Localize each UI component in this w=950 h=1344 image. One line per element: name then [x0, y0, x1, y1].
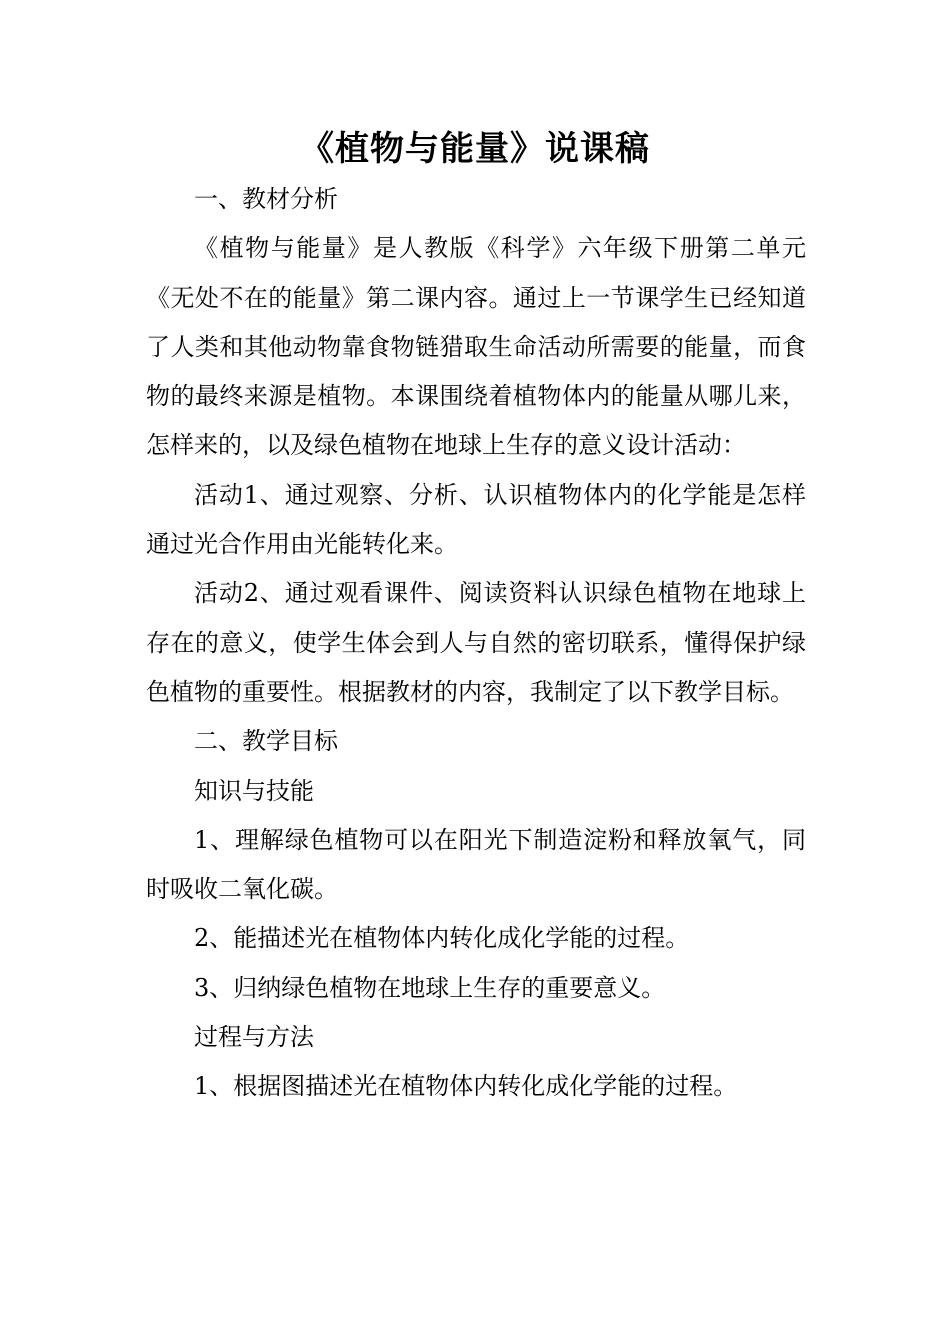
list-item: 1、根据图描述光在植物体内转化成化学能的过程。: [194, 1072, 738, 1101]
list-item: 2、能描述光在植物体内转化成化学能的过程。: [194, 924, 690, 953]
body-paragraph: 活动1、通过观察、分析、认识植物体内的化学能是怎样通过光合作用由光能转化来。: [146, 480, 806, 559]
body-paragraph: 《植物与能量》是人教版《科学》六年级下册第二单元《无处不在的能量》第二课内容。通过上一节课学生已经知道了人类和其他动物靠食物链猎取生命活动所需要的能量，而食物的最终来源是植物。本课围绕着植物体内的能量从哪儿来，怎样来的，以及绿色植物在地球上生存的意义设计活动：: [146, 234, 806, 460]
subsection-heading-knowledge-skills: 知识与技能: [194, 776, 314, 805]
subsection-heading-process-methods: 过程与方法: [194, 1023, 314, 1052]
section-heading-teaching-goals: 二、教学目标: [194, 727, 338, 756]
document-body: [146, 175, 806, 1112]
body-paragraph: 活动2、通过观看课件、阅读资料认识绿色植物在地球上存在的意义，使学生体会到人与自然的密切联系，懂得保护绿色植物的重要性。根据教材的内容，我制定了以下教学目标。: [146, 579, 806, 706]
section-heading-textbook-analysis: 一、教材分析: [194, 185, 338, 213]
list-item: 3、归纳绿色植物在地球上生存的重要意义。: [194, 973, 666, 1002]
list-item: 1、理解绿色植物可以在阳光下制造淀粉和释放氧气，同时吸收二氧化碳。: [146, 825, 806, 904]
document-title: 《植物与能量》说课稿: [300, 129, 650, 169]
